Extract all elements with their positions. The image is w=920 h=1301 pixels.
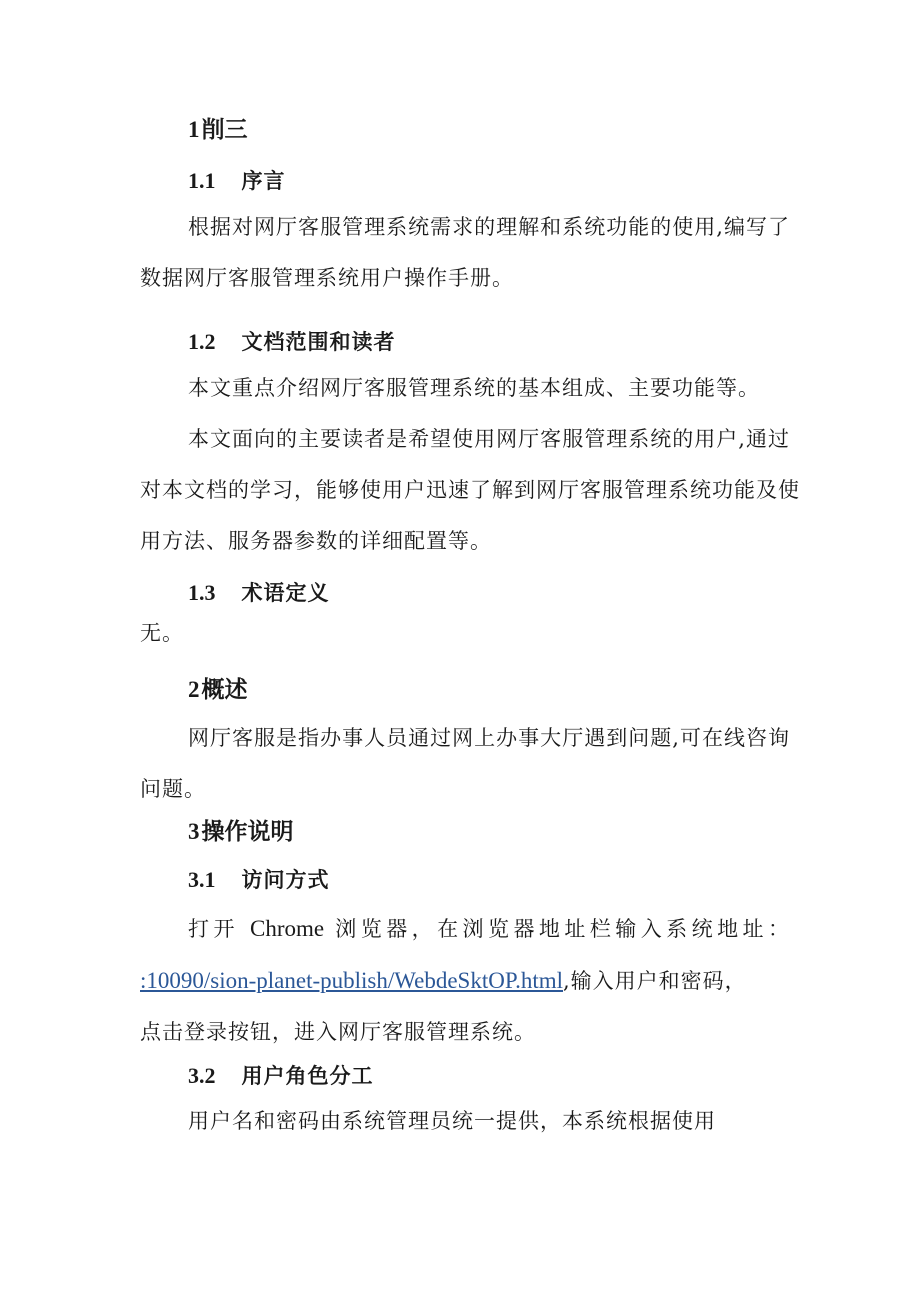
section-1-2-paragraph-2: 本文面向的主要读者是希望使用网厅客服管理系统的用户,通过 对本文档的学习，能够使用户迅速了解到网厅客服管理系统功能及使 用方法、服务器参数的详细配置等。 — [140, 427, 800, 553]
section-3-heading: 3操作说明 — [188, 819, 294, 845]
section-1-heading: 1削三 — [188, 117, 248, 143]
section-1-3-paragraph: 无。 — [140, 621, 184, 645]
section-3-2-paragraph: 用户名和密码由系统管理员统一提供，本系统根据使用 — [188, 1109, 716, 1133]
section-2-paragraph: 网厅客服是指办事人员通过网上办事大厅遇到问题,可在线咨询 问题。 — [140, 726, 790, 801]
section-1-1-paragraph: 根据对网厅客服管理系统需求的理解和系统功能的使用,编写了 数据网厅客服管理系统用户操作手册。 — [140, 215, 790, 290]
section-1-3-heading: 1.3 术语定义 — [188, 580, 330, 605]
section-3-1-paragraph: 打开 Chrome 浏览器，在浏览器地址栏输入系统地址： :10090/sion-planet-publish/WebdeSktOP.html,输入用户和密码， 点击登录按钮，进入网厅客服管理系统。 — [140, 916, 790, 1044]
system-address-link[interactable]: :10090/sion-planet-publish/WebdeSktOP.html — [140, 968, 563, 993]
section-1-2-paragraph-1: 本文重点介绍网厅客服管理系统的基本组成、主要功能等。 — [188, 376, 760, 400]
section-1-2-heading: 1.2 文档范围和读者 — [188, 329, 396, 354]
section-3-1-heading: 3.1 访问方式 — [188, 867, 330, 892]
section-3-2-heading: 3.2 用户角色分工 — [188, 1063, 374, 1088]
section-2-heading: 2概述 — [188, 677, 248, 703]
section-1-1-heading: 1.1 序言 — [188, 168, 286, 193]
